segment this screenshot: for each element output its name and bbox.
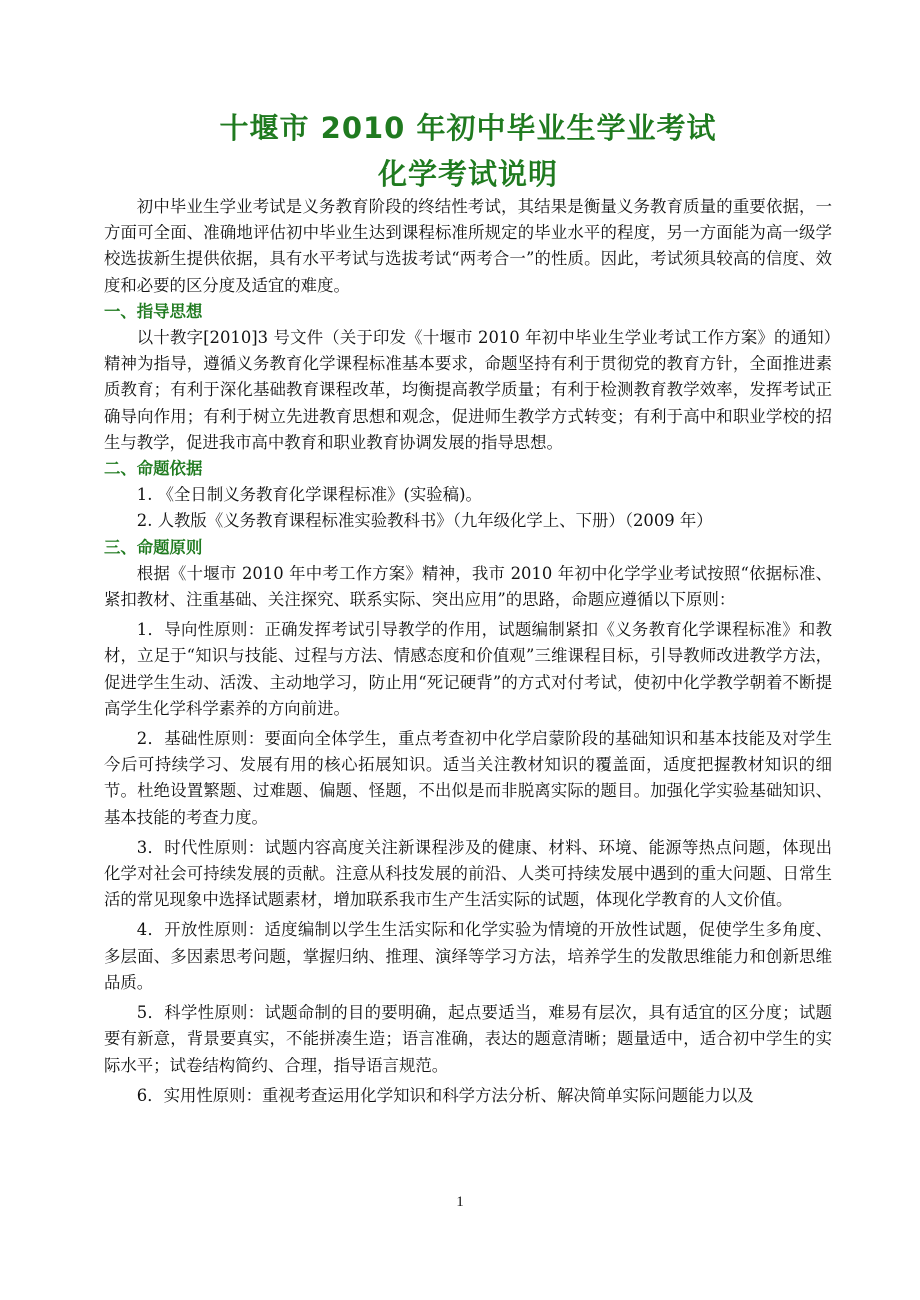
section-heading-guiding-ideology: 一、指导思想 [104,301,203,321]
document-subtitle: 化学考试说明 [377,157,558,191]
principle-item-foundation: 2．基础性原则：要面向全体学生，重点考查初中化学启蒙阶段的基础知识和基本技能及对学生今后可持续学习、发展有用的核心拓展知识。适当关注教材知识的覆盖面，适度把握教材知识的细节。杜绝设置繁题、过难题、偏题、怪题，不出似是而非脱离实际的题目。加强化学实验基础知识、基本技能的考查力度。 [104,729,832,827]
principle-item-practical: 6．实用性原则：重视考查运用化学知识和科学方法分析、解决简单实际问题能力以及 [136,1085,754,1105]
basis-item: 2. 人教版《义务教育课程标准实验教科书》（九年级化学上、下册）（2009 年） [136,511,713,531]
page-number: 1 [456,1194,464,1210]
section-heading-basis: 二、命题依据 [104,459,203,479]
document-page [104,100,832,1109]
basis-item: 1. 《全日制义务教育化学课程标准》(实验稿)。 [136,485,482,505]
document-title: 十堰市 2010 年初中毕业生学业考试 [219,111,717,145]
principle-item-guidance: 1．导向性原则：正确发挥考试引导教学的作用，试题编制紧扣《义务教育化学课程标准》和教材，立足于“知识与技能、过程与方法、情感态度和价值观”三维课程目标，引导教师改进教学方法，促进学生生动、活泼、主动地学习，防止用“死记硬背”的方式对付考试，使初中化学教学朝着不断提高学生化学科学素养的方向前进。 [104,620,832,718]
principle-item-openness: 4．开放性原则：适度编制以学生生活实际和化学实验为情境的开放性试题，促使学生多角度、多层面、多因素思考问题，掌握归纳、推理、演绎等学习方法，培养学生的发散思维能力和创新思维品质。 [104,920,832,992]
principle-item-timeliness: 3．时代性原则：试题内容高度关注新课程涉及的健康、材料、环境、能源等热点问题，体现出化学对社会可持续发展的贡献。注意从科技发展的前沿、人类可持续发展中遇到的重大问题、日常生活的常见现象中选择试题素材，增加联系我市生产生活实际的试题，体现化学教育的人文价值。 [104,837,832,910]
intro-paragraph: 初中毕业生学业考试是义务教育阶段的终结性考试，其结果是衡量义务教育质量的重要依据，一方面可全面、准确地评估初中毕业生达到课程标准所规定的毕业水平的程度，另一方面能为高一级学校选拔新生提供依据，具有水平考试与选拔考试“两考合一”的性质。因此，考试须具较高的信度、效度和必要的区分度及适宜的难度。 [104,197,832,295]
principle-item-scientific: 5．科学性原则：试题命制的目的要明确，起点要适当，难易有层次，具有适宜的区分度；试题要有新意，背景要真实，不能拼凑生造；语言准确，表达的题意清晰；题量适中，适合初中学生的实际水平；试卷结构简约、合理，指导语言规范。 [104,1003,832,1075]
principles-intro: 根据《十堰市 2010 年中考工作方案》精神，我市 2010 年初中化学学业考试按照“依据标准、紧扣教材、注重基础、关注探究、联系实际、突出应用”的思路，命题应遵循以下原则： [104,563,832,610]
section-body-guiding-ideology: 以十教字[2010]3 号文件（关于印发《十堰市 2010 年初中毕业生学业考试工作方案》的通知）精神为指导，遵循义务教育化学课程标准基本要求，命题坚持有利于贯彻党的教育方针，全面推进素质教育；有利于深化基础教育课程改革，均衡提高教学质量；有利于检测教育教学效率，发挥考试正确导向作用；有利于树立先进教育思想和观念，促进师生教学方式转变；有利于高中和职业学校的招生与教学，促进我市高中教育和职业教育协调发展的指导思想。 [104,328,832,452]
section-heading-principles: 三、命题原则 [104,537,203,557]
